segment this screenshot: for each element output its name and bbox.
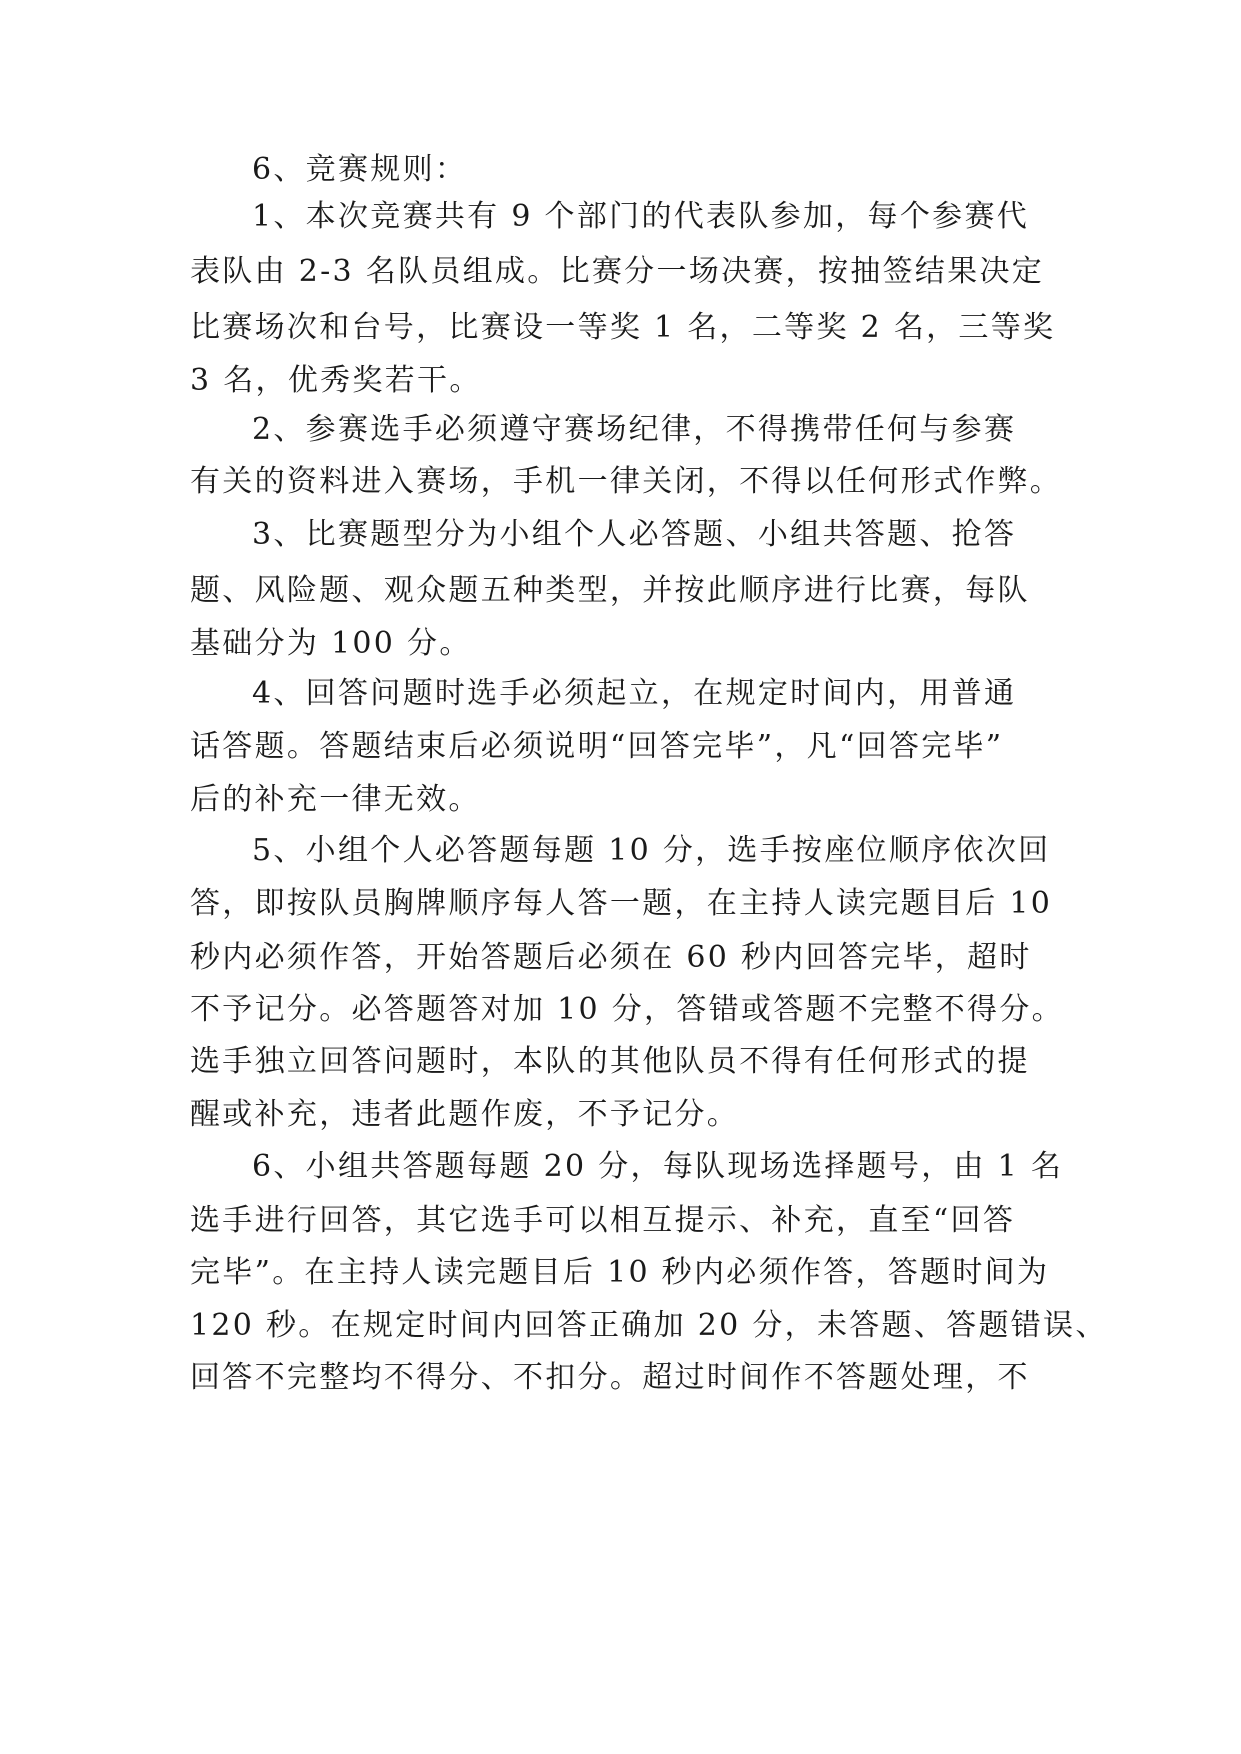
rule-5-line-5: 选手独立回答问题时，本队的其他队员不得有任何形式的提 xyxy=(190,1044,1030,1079)
rule-5-line-1: 5、小组个人必答题每题 10 分，选手按座位顺序依次回 xyxy=(252,833,1051,868)
rule-5-line-4: 不予记分。必答题答对加 10 分，答错或答题不完整不得分。 xyxy=(190,992,1064,1027)
rule-3-line-2: 题、风险题、观众题五种类型，并按此顺序进行比赛，每队 xyxy=(190,573,1030,608)
rule-5-line-3: 秒内必须作答，开始答题后必须在 60 秒内回答完毕，超时 xyxy=(190,940,1032,975)
rule-1-line-1: 1、本次竞赛共有 9 个部门的代表队参加，每个参赛代 xyxy=(252,199,1030,234)
rule-4-line-3: 后的补充一律无效。 xyxy=(190,782,481,817)
rule-6-line-2: 选手进行回答，其它选手可以相互提示、补充，直至“回答 xyxy=(190,1203,1016,1238)
rule-1-line-4: 3 名，优秀奖若干。 xyxy=(190,363,482,398)
rule-1-line-3: 比赛场次和台号，比赛设一等奖 1 名，二等奖 2 名，三等奖 xyxy=(190,310,1056,345)
rule-5-line-6: 醒或补充，违者此题作废，不予记分。 xyxy=(190,1097,740,1132)
rule-5-line-2: 答，即按队员胸牌顺序每人答一题，在主持人读完题目后 10 xyxy=(190,886,1053,921)
rule-3-line-1: 3、比赛题型分为小组个人必答题、小组共答题、抢答 xyxy=(252,517,1017,552)
rule-6-line-3: 完毕”。在主持人读完题目后 10 秒内必须作答，答题时间为 xyxy=(190,1255,1050,1290)
rule-4-line-1: 4、回答问题时选手必须起立，在规定时间内，用普通 xyxy=(252,676,1017,711)
rule-6-line-4: 120 秒。在规定时间内回答正确加 20 分，未答题、答题错误、 xyxy=(190,1308,1108,1343)
rule-4-line-2: 话答题。答题结束后必须说明“回答完毕”，凡“回答完毕” xyxy=(190,729,1004,764)
rule-6-line-1: 6、小组共答题每题 20 分，每队现场选择题号，由 1 名 xyxy=(252,1149,1064,1184)
rule-1-line-2: 表队由 2-3 名队员组成。比赛分一场决赛，按抽签结果决定 xyxy=(190,254,1045,289)
section-heading: 6、竞赛规则： xyxy=(252,152,468,187)
rule-6-line-5: 回答不完整均不得分、不扣分。超过时间作不答题处理，不 xyxy=(190,1360,1030,1395)
rule-2-line-1: 2、参赛选手必须遵守赛场纪律，不得携带任何与参赛 xyxy=(252,412,1017,447)
rule-2-line-2: 有关的资料进入赛场，手机一律关闭，不得以任何形式作弊。 xyxy=(190,464,1063,499)
rule-3-line-3: 基础分为 100 分。 xyxy=(190,626,472,661)
